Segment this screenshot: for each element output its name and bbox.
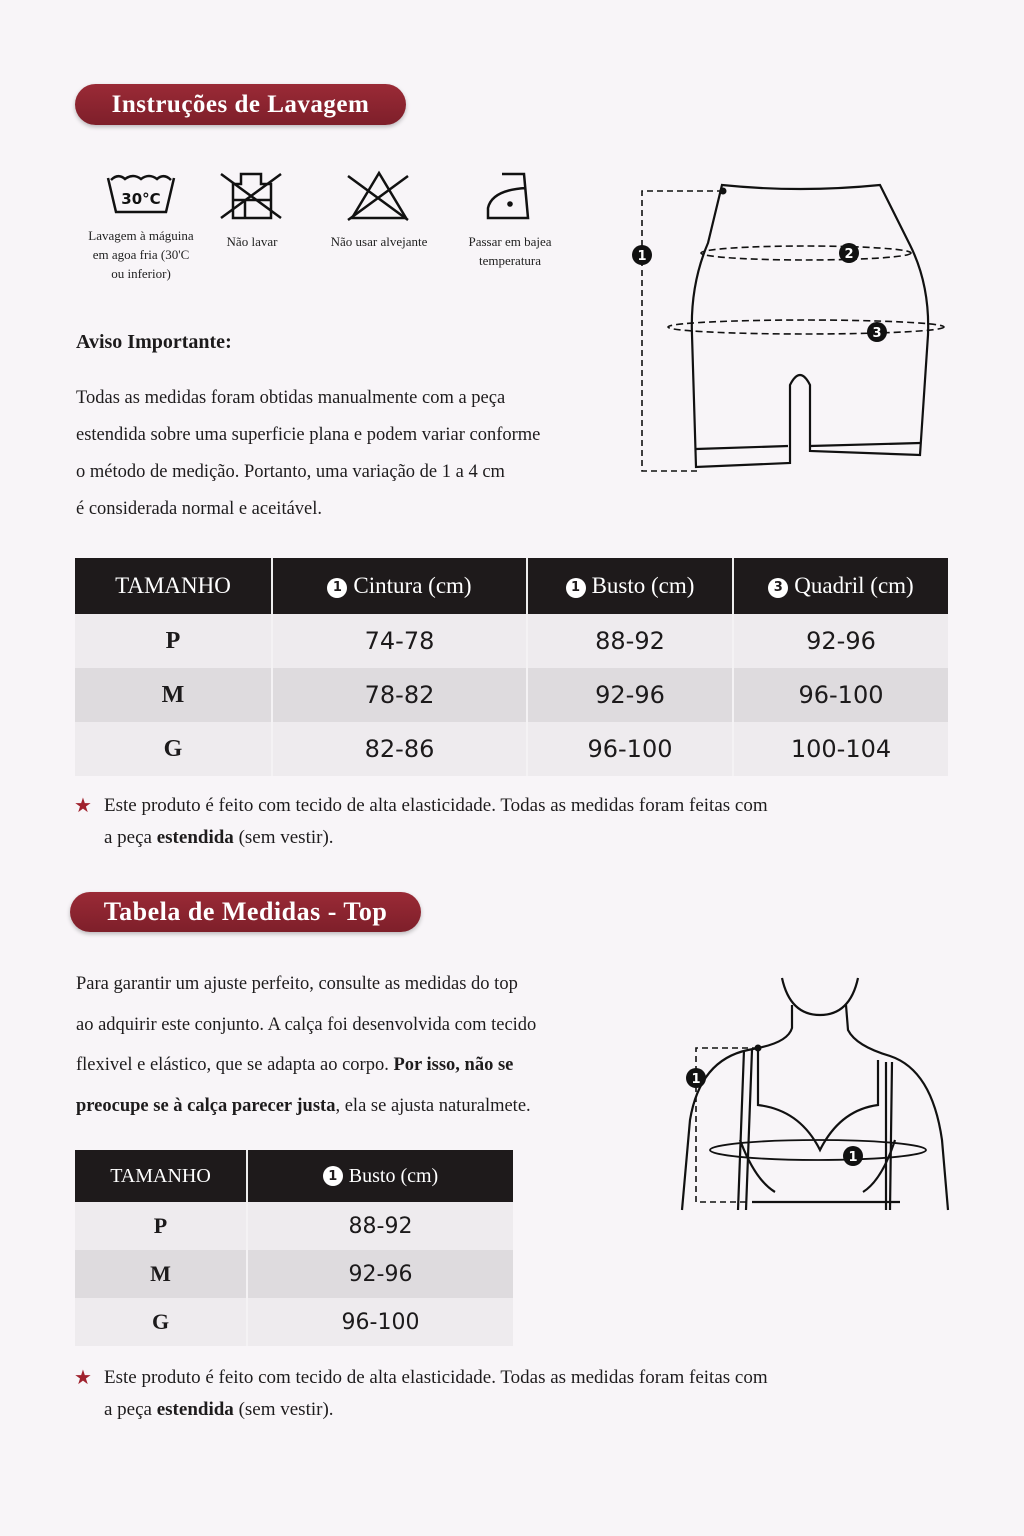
waist-cell: 78-82 (272, 668, 527, 722)
hip-cell: 92-96 (733, 614, 948, 668)
svg-text:2: 2 (844, 247, 854, 262)
column-header-bust: 1 Busto (cm) (247, 1150, 513, 1202)
svg-text:30°C: 30°C (121, 190, 161, 208)
table-row (75, 1202, 513, 1250)
hip-cell: 100-104 (733, 722, 948, 776)
marker-1-icon: 1 (327, 578, 347, 598)
care-label: temperatura (478, 253, 542, 268)
svg-text:1: 1 (637, 249, 647, 264)
care-item-machine-wash (78, 170, 204, 283)
marker-1-icon (686, 1068, 706, 1088)
column-header-hip: 3 Quadril (cm) (733, 558, 948, 614)
care-label: Passar em bajea (468, 234, 552, 249)
marker-1-icon (632, 245, 652, 265)
column-header-bust: 1 Busto (cm) (527, 558, 733, 614)
pants-measurement-diagram (630, 175, 950, 495)
table-row (75, 722, 948, 776)
bust-cell: 96-100 (247, 1298, 513, 1346)
care-label: Não usar alvejante (330, 234, 428, 249)
care-label: ou inferior) (111, 266, 171, 281)
care-item-iron-low (452, 170, 568, 270)
notice-paragraph: Todas as medidas foram obtidas manualmente com a peça estendida sobre uma superficie plana e podem variar conforme o método de medição. Portanto, uma variação de 1 a 4 cm é considerada normal e aceitável. (76, 388, 541, 519)
svg-text:3: 3 (872, 326, 882, 341)
table-row (75, 614, 948, 668)
elastic-note: ★ Este produto é feito com tecido de alta elasticidade. Todas as medidas foram feitas com a peça estendida (sem vestir). (104, 790, 768, 854)
marker-1-icon (843, 1146, 863, 1166)
star-icon: ★ (74, 1367, 92, 1389)
table-header-row (75, 558, 948, 614)
machine-wash-30-icon (105, 170, 177, 216)
care-label: Lavagem à máguina (88, 228, 194, 243)
column-header-waist: 1 Cintura (cm) (272, 558, 527, 614)
table-row (75, 1250, 513, 1298)
marker-2-icon (839, 243, 859, 263)
table-row (75, 1298, 513, 1346)
size-cell: G (75, 722, 272, 776)
do-not-wash-icon (219, 170, 285, 222)
do-not-bleach-icon (346, 170, 412, 222)
table-row (75, 668, 948, 722)
pants-size-table (75, 558, 948, 776)
care-label: Não lavar (226, 234, 278, 249)
marker-1-icon: 1 (323, 1166, 343, 1186)
hip-cell: 96-100 (733, 668, 948, 722)
star-icon: ★ (74, 795, 92, 817)
marker-1-icon: 1 (566, 578, 586, 598)
care-item-no-wash (212, 170, 292, 251)
iron-low-temp-icon (484, 170, 536, 222)
top-measurements-title: Tabela de Medidas - Top (70, 892, 421, 932)
column-header-size: TAMANHO (75, 1150, 247, 1202)
top-size-table (75, 1150, 513, 1346)
svg-text:1: 1 (848, 1150, 858, 1165)
care-item-no-bleach (312, 170, 446, 251)
bust-cell: 88-92 (247, 1202, 513, 1250)
elastic-note: ★ Este produto é feito com tecido de alta elasticidade. Todas as medidas foram feitas com a peça estendida (sem vestir). (104, 1362, 768, 1426)
top-paragraph: Para garantir um ajuste perfeito, consulte as medidas do top ao adquirir este conjunto. A calça foi desenvolvida com tecido flexivel e elástico, que se adapta ao corpo. Por isso, não se preocupe se à calça parecer justa, ela se ajusta naturalmete. (76, 974, 537, 1116)
washing-instructions-title: Instruções de Lavagem (75, 84, 406, 125)
marker-3-icon: 3 (768, 578, 788, 598)
svg-text:1: 1 (691, 1072, 701, 1087)
marker-3-icon (867, 322, 887, 342)
bust-cell: 92-96 (527, 668, 733, 722)
bust-cell: 88-92 (527, 614, 733, 668)
top-measurement-diagram (670, 970, 960, 1220)
size-cell: G (75, 1298, 247, 1346)
column-header-size: TAMANHO (75, 558, 272, 614)
table-header-row (75, 1150, 513, 1202)
care-label: em agoa fria (30'C (92, 247, 190, 262)
waist-cell: 82-86 (272, 722, 527, 776)
notice-heading: Aviso Importante: (76, 331, 232, 353)
size-cell: P (75, 1202, 247, 1250)
size-cell: M (75, 668, 272, 722)
waist-cell: 74-78 (272, 614, 527, 668)
size-cell: M (75, 1250, 247, 1298)
bust-cell: 96-100 (527, 722, 733, 776)
bust-cell: 92-96 (247, 1250, 513, 1298)
size-cell: P (75, 614, 272, 668)
